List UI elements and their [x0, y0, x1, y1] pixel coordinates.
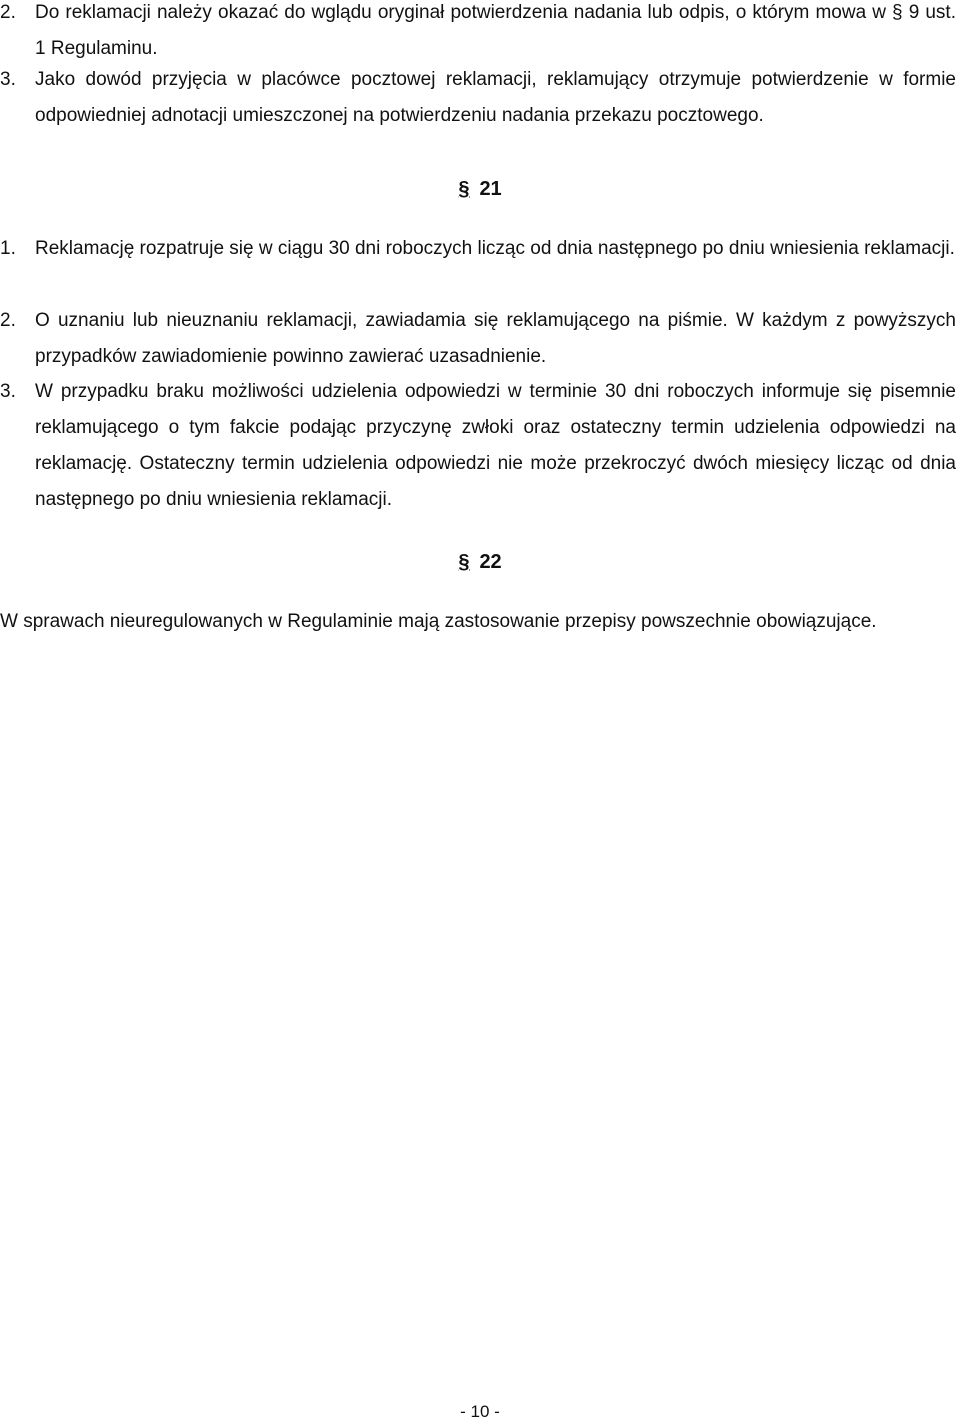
item-number: 3.	[0, 69, 16, 90]
item-text: W przypadku braku możliwości udzielenia odpowiedzi w terminie 30 dni roboczych informuje się pisemnie reklamującego o tym fakcie podając przyczynę zwłoki oraz ostateczny termin udzielenia odpowiedzi na reklamację. Ostateczny termin udzielenia odpowiedzi nie może przekroczyć dwóch miesięcy licząc od dnia następnego po dniu wniesienia reklamacji.	[35, 381, 956, 510]
item-text: Jako dowód przyjęcia w placówce pocztowej reklamacji, reklamujący otrzymuje potwierdzenie w formie odpowiedniej adnotacji umieszczonej na potwierdzeniu nadania przekazu pocztowego.	[35, 69, 956, 126]
section-sign: §	[458, 551, 470, 573]
section-sign: §	[458, 178, 470, 200]
item-number: 2.	[0, 310, 16, 331]
item-number: 2.	[0, 2, 16, 23]
page-number: - 10 -	[460, 1402, 500, 1421]
item-text: O uznaniu lub nieuznaniu reklamacji, zawiadamia się reklamującego na piśmie. W każdym z powyższych przypadków zawiadomienie powinno zawierać uzasadnienie.	[35, 310, 956, 367]
item-number: 3.	[0, 381, 16, 402]
item-text: Reklamację rozpatruje się w ciągu 30 dni roboczych licząc od dnia następnego po dniu wniesienia reklamacji.	[35, 238, 955, 259]
section-22-heading	[0, 544, 960, 580]
item-number: 1.	[0, 238, 16, 259]
item-text: Do reklamacji należy okazać do wglądu oryginał potwierdzenia nadania lub odpis, o którym mowa w § 9 ust. 1 Regulaminu.	[35, 2, 956, 59]
section-number: 21	[479, 178, 502, 200]
section22-text: W sprawach nieuregulowanych w Regulaminie mają zastosowanie przepisy powszechnie obowiązujące.	[0, 611, 877, 632]
section20-item-2	[0, 0, 960, 67]
section-21-heading	[0, 171, 960, 207]
section21-item-3	[0, 374, 960, 518]
section21-item-2	[0, 303, 960, 375]
section20-item-3	[0, 62, 960, 134]
section21-item-1	[0, 231, 960, 267]
section-number: 22	[479, 551, 502, 573]
